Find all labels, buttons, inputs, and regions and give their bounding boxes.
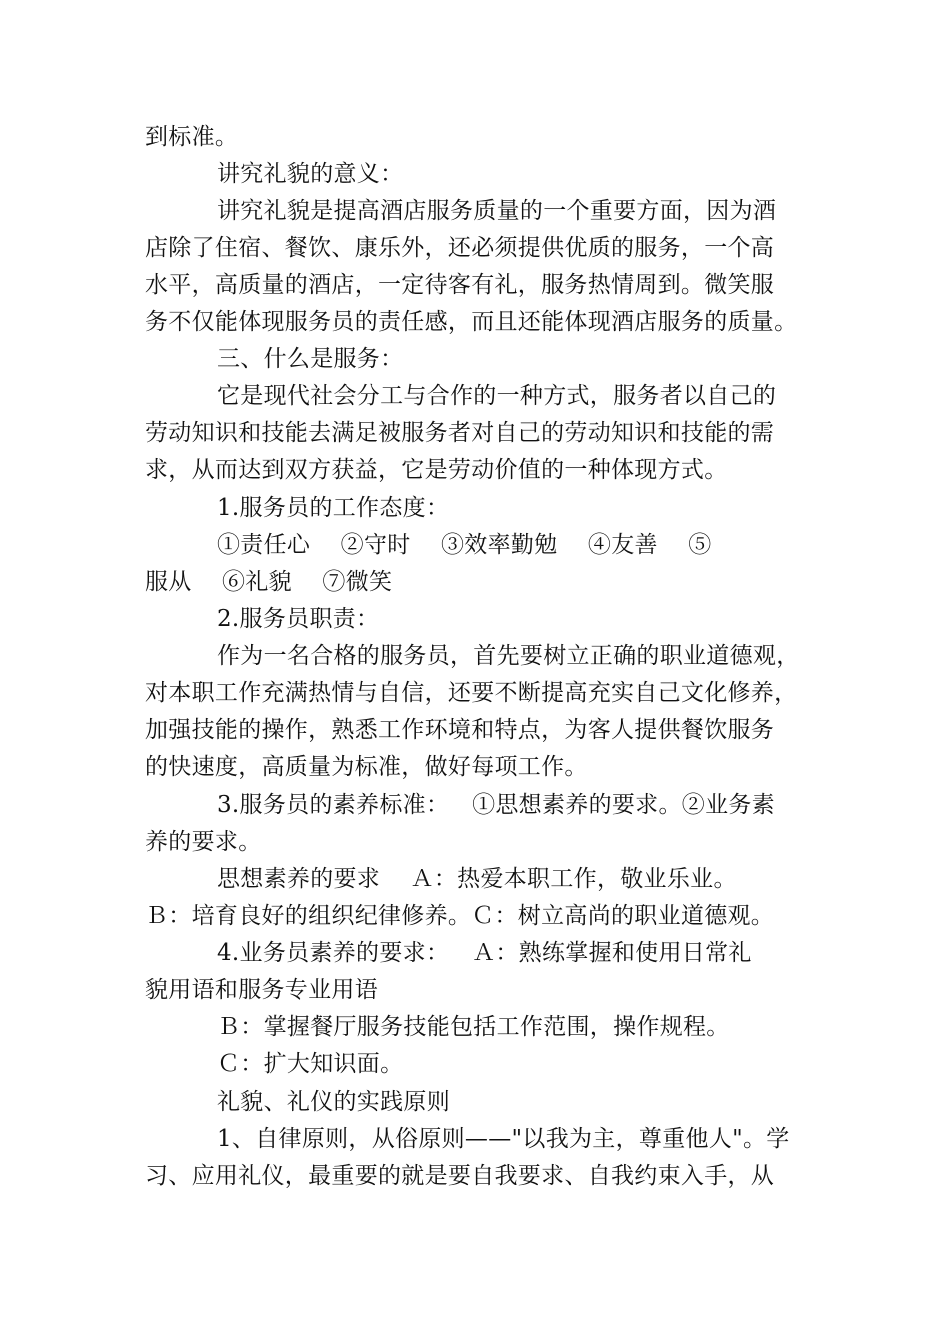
text-line: 到标准。: [145, 124, 239, 150]
text-line: 服从 ⑥礼貌 ⑦微笑: [145, 569, 393, 595]
text-line: 的快速度，高质量为标准，做好每项工作。: [145, 754, 588, 780]
text-line: 讲究礼貌是提高酒店服务质量的一个重要方面，因为酒: [217, 198, 777, 224]
section-heading: 三、什么是服务：: [217, 346, 404, 372]
text-line: 它是现代社会分工与合作的一种方式，服务者以自己的: [217, 383, 777, 409]
text-line: 作为一名合格的服务员，首先要树立正确的职业道德观，: [217, 643, 800, 669]
section-heading: 讲究礼貌的意义：: [217, 161, 404, 187]
text-line: Ｂ：培育良好的组织纪律修养。Ｃ：树立高尚的职业道德观。: [145, 903, 775, 929]
text-line: 求，从而达到双方获益，它是劳动价值的一种体现方式。: [145, 457, 728, 483]
text-line: Ｃ：扩大知识面。: [217, 1051, 404, 1077]
section-heading: 1.服务员的工作态度：: [217, 495, 450, 521]
text-line: ①责任心 ②守时 ③效率勤勉 ④友善 ⑤: [217, 532, 712, 558]
text-line: 对本职工作充满热情与自信，还要不断提高充实自己文化修养，: [145, 680, 798, 706]
section-heading: 2.服务员职责：: [217, 606, 380, 632]
section-heading: 礼貌、礼仪的实践原则: [217, 1089, 450, 1115]
text-line: 貌用语和服务专业用语: [145, 977, 378, 1003]
section-heading: 4.业务员素养的要求： Ａ：熟练掌握和使用日常礼: [217, 940, 752, 966]
text-line: 水平，高质量的酒店，一定待客有礼，服务热情周到。微笑服: [145, 272, 775, 298]
text-line: Ｂ：掌握餐厅服务技能包括工作范围，操作规程。: [217, 1014, 730, 1040]
text-line: 养的要求。: [145, 829, 262, 855]
text-line: 习、应用礼仪，最重要的就是要自我要求、自我约束入手，从: [145, 1163, 775, 1189]
section-heading: 3.服务员的素养标准： ①思想素养的要求。②业务素: [217, 792, 775, 818]
text-line: 务不仅能体现服务员的责任感，而且还能体现酒店服务的质量。: [145, 309, 798, 335]
text-line: 1、自律原则，从俗原则——"以我为主，尊重他人"。学: [217, 1126, 790, 1152]
text-line: 加强技能的操作，熟悉工作环境和特点，为客人提供餐饮服务: [145, 717, 775, 743]
text-line: 劳动知识和技能去满足被服务者对自己的劳动知识和技能的需: [145, 420, 775, 446]
text-line: 店除了住宿、餐饮、康乐外，还必须提供优质的服务，一个高: [145, 235, 775, 261]
text-line: 思想素养的要求 Ａ：热爱本职工作，敬业乐业。: [217, 866, 737, 892]
